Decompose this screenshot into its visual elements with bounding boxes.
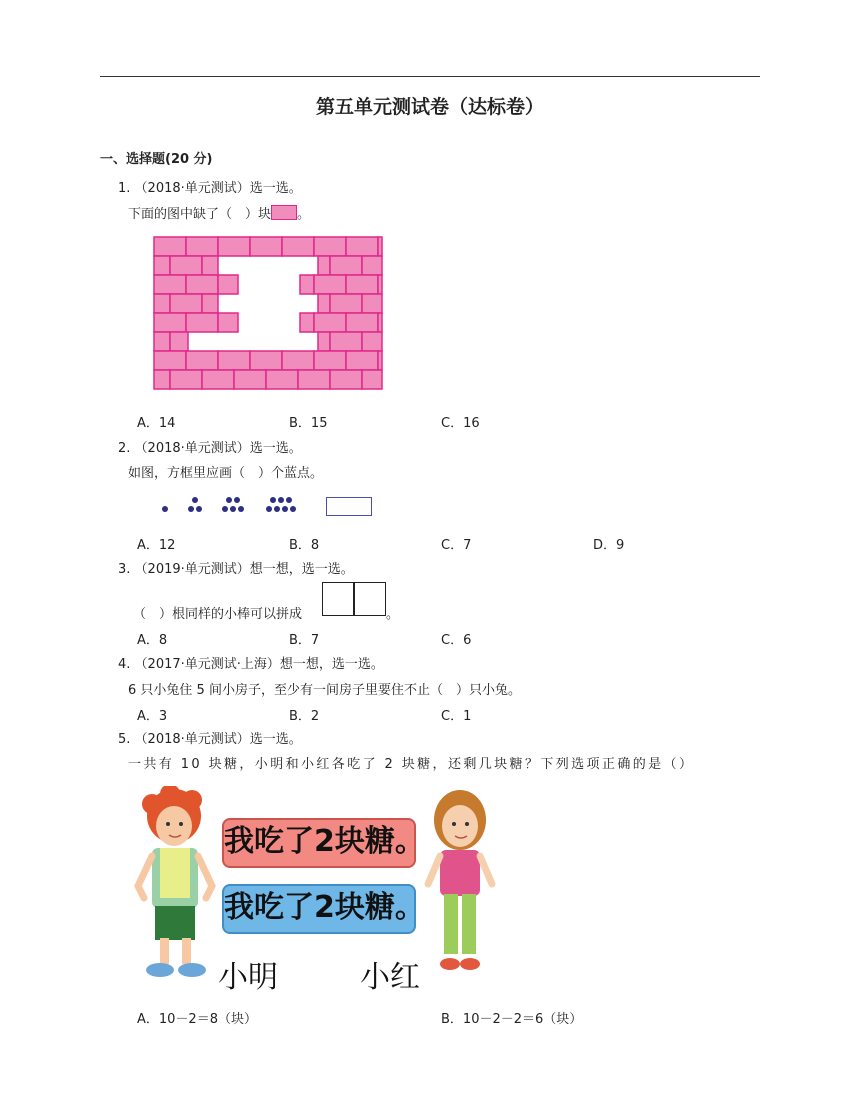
brick: [318, 256, 330, 275]
brick: [314, 275, 346, 294]
brick: [346, 351, 378, 370]
speech-bubble-boy: 我吃了2块糖。: [222, 818, 416, 868]
brick: [170, 370, 202, 389]
dot-sequence-figure: [160, 494, 380, 520]
brick: [378, 351, 382, 370]
brick: [378, 237, 382, 256]
section-heading: 一、选择题(20 分): [100, 152, 213, 167]
brick: [218, 351, 250, 370]
brick: [250, 237, 282, 256]
blue-dot: [266, 506, 272, 512]
blue-dot: [162, 506, 168, 512]
q4-option-b[interactable]: B．2: [289, 709, 320, 724]
brick: [298, 370, 330, 389]
q1-stem-end: 。: [297, 207, 311, 222]
q1-option-c[interactable]: C．16: [441, 416, 480, 431]
brick: [362, 370, 382, 389]
boy-name-label: 小明: [218, 960, 278, 995]
q1-option-b[interactable]: B．15: [289, 416, 328, 431]
brick: [154, 332, 170, 351]
brick: [170, 294, 202, 313]
blue-dot: [226, 497, 232, 503]
brick: [346, 237, 378, 256]
brick: [300, 275, 314, 294]
q1-number: 1.: [118, 181, 131, 196]
blue-dot: [222, 506, 228, 512]
blue-dot: [286, 497, 292, 503]
q3-option-c[interactable]: C．6: [441, 633, 472, 648]
brick: [154, 370, 170, 389]
blue-dot: [238, 506, 244, 512]
q3-number: 3.: [118, 562, 131, 577]
q5-stem: 一共有 10 块糖，小明和小红各吃了 2 块糖，还剩几块糖？下列选项正确的是（）: [128, 757, 695, 772]
q3-source: （2019·单元测试）想一想，选一选。: [134, 562, 354, 577]
q2-option-b[interactable]: B．8: [289, 538, 320, 553]
brick-wall-figure: [153, 236, 383, 392]
q4-number: 4.: [118, 657, 131, 672]
q3-option-b[interactable]: B．7: [289, 633, 320, 648]
blue-dot: [274, 506, 280, 512]
two-squares-figure: [322, 582, 386, 616]
q3-option-a[interactable]: A．8: [137, 633, 168, 648]
speech-bubble-girl: 我吃了2块糖。: [222, 884, 416, 934]
blue-dot: [188, 506, 194, 512]
blue-dot: [234, 497, 240, 503]
brick: [186, 351, 218, 370]
brick: [282, 351, 314, 370]
q3-header: [118, 558, 354, 577]
top-rule: [100, 76, 760, 77]
brick: [330, 370, 362, 389]
girl-figure: [420, 786, 500, 986]
brick: [346, 275, 378, 294]
brick: [314, 237, 346, 256]
brick: [202, 370, 234, 389]
brick: [362, 256, 382, 275]
brick: [346, 313, 378, 332]
q2-option-a[interactable]: A．12: [137, 538, 176, 553]
brick: [318, 332, 330, 351]
blue-dot: [270, 497, 276, 503]
q4-option-a[interactable]: A．3: [137, 709, 168, 724]
brick: [154, 256, 170, 275]
q3-stem-end: 。: [386, 607, 400, 622]
blue-dot: [290, 506, 296, 512]
brick: [154, 237, 186, 256]
answer-box: [326, 497, 372, 516]
q2-stem: 如图，方框里应画（ ）个蓝点。: [128, 466, 324, 481]
q5-option-a[interactable]: A．10－2＝8（块）: [137, 1012, 257, 1027]
boy-figure: [130, 786, 220, 986]
middle-stick: [353, 583, 355, 615]
q5-option-b[interactable]: B．10－2－2＝6（块）: [441, 1012, 583, 1027]
q1-stem: [128, 203, 310, 222]
q4-header: [118, 653, 384, 672]
brick: [170, 256, 202, 275]
q5-header: [118, 728, 302, 747]
brick: [330, 256, 362, 275]
brick: [218, 275, 238, 294]
brick: [234, 370, 266, 389]
brick: [282, 237, 314, 256]
girl-name-label: 小红: [360, 960, 420, 995]
q2-header: [118, 437, 302, 456]
blue-dot: [278, 497, 284, 503]
brick: [218, 237, 250, 256]
q5-number: 5.: [118, 732, 131, 747]
q2-source: （2018·单元测试）选一选。: [134, 441, 302, 456]
brick: [154, 313, 186, 332]
brick: [362, 294, 382, 313]
blue-dot: [282, 506, 288, 512]
brick: [218, 313, 238, 332]
brick: [330, 294, 362, 313]
brick: [170, 332, 188, 351]
brick: [330, 332, 362, 351]
q2-number: 2.: [118, 441, 131, 456]
brick: [186, 313, 218, 332]
brick: [186, 237, 218, 256]
brick: [250, 351, 282, 370]
brick: [154, 351, 186, 370]
brick: [186, 275, 218, 294]
brick: [300, 313, 314, 332]
blue-dot: [192, 497, 198, 503]
brick: [314, 351, 346, 370]
brick: [378, 275, 382, 294]
blue-dot: [230, 506, 236, 512]
brick: [318, 294, 330, 313]
q2-option-c[interactable]: C．7: [441, 538, 472, 553]
q1-stem-text: 下面的图中缺了（ ）块: [128, 207, 272, 222]
brick: [202, 256, 218, 275]
brick-icon: [271, 205, 297, 220]
brick: [202, 294, 218, 313]
candy-dialogue-illustration: [130, 780, 500, 995]
q3-stem-text: （ ）根同样的小棒可以拼成: [133, 607, 303, 622]
q1-header: [118, 177, 302, 196]
brick: [378, 313, 382, 332]
q4-stem: 6 只小兔住 5 间小房子，至少有一间房子里要住不止（ ）只小兔。: [128, 683, 521, 698]
brick: [154, 294, 170, 313]
q1-option-a[interactable]: A．14: [137, 416, 176, 431]
q5-source: （2018·单元测试）选一选。: [134, 732, 302, 747]
page-title: 第五单元测试卷（达标卷）: [315, 96, 544, 118]
q1-source: （2018·单元测试）选一选。: [134, 181, 302, 196]
brick: [154, 275, 186, 294]
blue-dot: [196, 506, 202, 512]
brick: [314, 313, 346, 332]
q4-option-c[interactable]: C．1: [441, 709, 472, 724]
brick: [362, 332, 382, 351]
q2-option-d[interactable]: D．9: [593, 538, 625, 553]
brick: [266, 370, 298, 389]
q4-source: （2017·单元测试·上海）想一想，选一选。: [134, 657, 384, 672]
